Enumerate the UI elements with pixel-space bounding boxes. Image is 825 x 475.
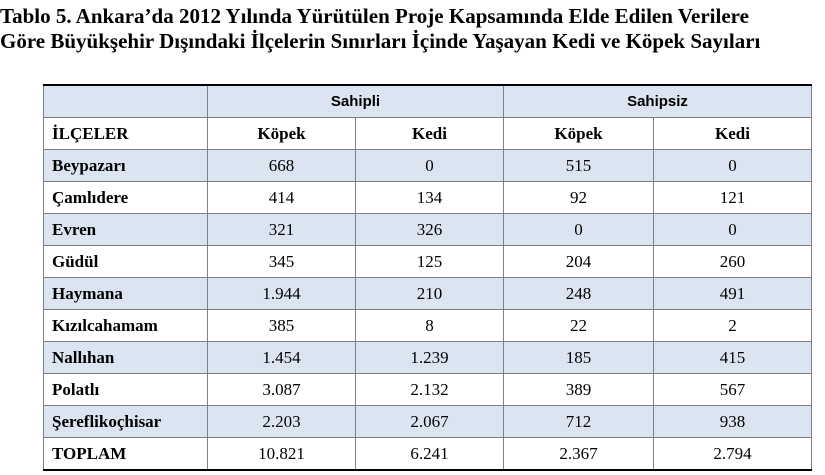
count-cell: 415 [654, 342, 812, 374]
count-cell: 2.067 [356, 406, 504, 438]
table-row [44, 342, 812, 374]
count-cell: 345 [208, 246, 356, 278]
count-cell: 0 [504, 214, 654, 246]
column-header-sahipli-kopek: Köpek [208, 118, 356, 150]
column-header-row [44, 118, 812, 150]
caption-line-2: Göre Büyükşehir Dışındaki İlçelerin Sınırları İçinde Yaşayan Kedi ve Köpek Sayıları [0, 29, 761, 53]
caption-line-1: Tablo 5. Ankara’da 2012 Yılında Yürütülen Proje Kapsamında Elde Edilen Verilere [0, 4, 749, 28]
district-name: Çamlıdere [44, 182, 208, 214]
table-row [44, 246, 812, 278]
count-cell: 8 [356, 310, 504, 342]
count-cell: 567 [654, 374, 812, 406]
district-name: Güdül [44, 246, 208, 278]
group-header-sahipsiz: Sahipsiz [504, 85, 812, 118]
count-cell: 0 [654, 214, 812, 246]
count-cell: 2.132 [356, 374, 504, 406]
count-cell: 2 [654, 310, 812, 342]
count-cell: 248 [504, 278, 654, 310]
count-cell: 1.454 [208, 342, 356, 374]
column-header-sahipsiz-kopek: Köpek [504, 118, 654, 150]
count-cell: 0 [356, 150, 504, 182]
table-row [44, 182, 812, 214]
count-cell: 92 [504, 182, 654, 214]
count-cell: 668 [208, 150, 356, 182]
district-name: Şereflikoçhisar [44, 406, 208, 438]
total-row [44, 438, 812, 471]
count-cell: 491 [654, 278, 812, 310]
count-cell: 0 [654, 150, 812, 182]
corner-cell [44, 85, 208, 118]
column-header-sahipsiz-kedi: Kedi [654, 118, 812, 150]
count-cell: 515 [504, 150, 654, 182]
table-row [44, 278, 812, 310]
count-cell: 125 [356, 246, 504, 278]
district-name: Nallıhan [44, 342, 208, 374]
count-cell: 385 [208, 310, 356, 342]
row-header-ilceler: İLÇELER [44, 118, 208, 150]
count-cell: 326 [356, 214, 504, 246]
count-cell: 2.794 [654, 438, 812, 471]
district-name: Kızılcahamam [44, 310, 208, 342]
count-cell: 210 [356, 278, 504, 310]
table-row [44, 374, 812, 406]
table-row [44, 150, 812, 182]
count-cell: 3.087 [208, 374, 356, 406]
count-cell: 1.239 [356, 342, 504, 374]
count-cell: 2.203 [208, 406, 356, 438]
table-row [44, 310, 812, 342]
district-name: TOPLAM [44, 438, 208, 471]
group-header-row [44, 85, 812, 118]
count-cell: 6.241 [356, 438, 504, 471]
count-cell: 321 [208, 214, 356, 246]
table-caption [0, 4, 825, 54]
count-cell: 414 [208, 182, 356, 214]
table-row [44, 214, 812, 246]
district-name: Beypazarı [44, 150, 208, 182]
count-cell: 938 [654, 406, 812, 438]
count-cell: 185 [504, 342, 654, 374]
count-cell: 134 [356, 182, 504, 214]
count-cell: 204 [504, 246, 654, 278]
district-name: Polatlı [44, 374, 208, 406]
animal-count-table [43, 84, 812, 471]
count-cell: 10.821 [208, 438, 356, 471]
count-cell: 389 [504, 374, 654, 406]
count-cell: 22 [504, 310, 654, 342]
district-name: Evren [44, 214, 208, 246]
district-name: Haymana [44, 278, 208, 310]
count-cell: 712 [504, 406, 654, 438]
count-cell: 1.944 [208, 278, 356, 310]
count-cell: 121 [654, 182, 812, 214]
group-header-sahipli: Sahipli [208, 85, 504, 118]
column-header-sahipli-kedi: Kedi [356, 118, 504, 150]
count-cell: 2.367 [504, 438, 654, 471]
count-cell: 260 [654, 246, 812, 278]
table-row [44, 406, 812, 438]
